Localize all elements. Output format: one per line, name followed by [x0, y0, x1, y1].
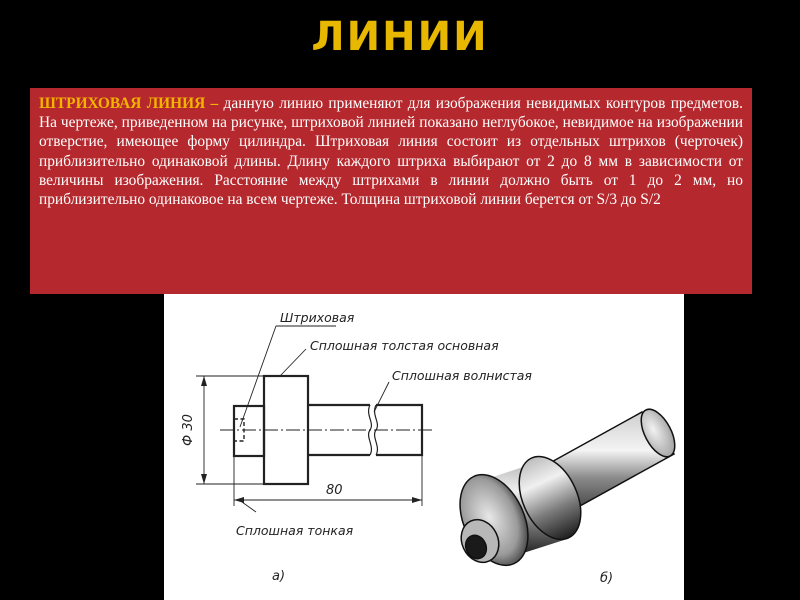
description-text: данную линию применяют для изображения невидимых контуров предметов. На чертеже, приведенном на рисунке, штриховой линией показано неглубокое, невидимое на изображении отверстие, имеющее форму цилиндра. Штриховая линия состоит из отдельных штрихов (черточек) приблизительно одинаковой длины. Длину каждого штриха выбирают от 2 до 8 мм в зависимости от величины изображения. Расстояние между штрихами в линии должно быть от 1 до 2 мм, но приблизительно одинаковое на всем чертеже. Толщина штриховой линии берется от S/3 до S/2: [39, 95, 743, 209]
label-solid-thick: Сплошная толстая основная: [310, 338, 499, 353]
dimension-diameter: Ф 30: [181, 414, 196, 446]
dimension-length: 80: [326, 483, 343, 498]
leader-solid-thin: [242, 502, 256, 512]
description-box: [30, 88, 752, 294]
slide-title: ЛИНИИ: [311, 14, 489, 60]
stub-outline: [234, 406, 264, 456]
length-dimension-lines: [234, 455, 422, 506]
caption-b: б): [600, 571, 614, 586]
drawing-svg: [164, 294, 684, 600]
caption-a: а): [272, 569, 286, 584]
figure-technical-drawing: [164, 294, 684, 600]
isometric-view: [447, 404, 682, 576]
label-dashed: Штриховая: [280, 310, 355, 325]
leader-solid-thick: [280, 349, 306, 376]
leader-solid-wavy: [374, 382, 389, 412]
label-solid-thin: Сплошная тонкая: [236, 523, 354, 538]
label-solid-wavy: Сплошная волнистая: [392, 368, 532, 383]
term-dashed-line: ШТРИХОВАЯ ЛИНИЯ –: [39, 95, 219, 112]
orthographic-drawing: [196, 326, 432, 512]
